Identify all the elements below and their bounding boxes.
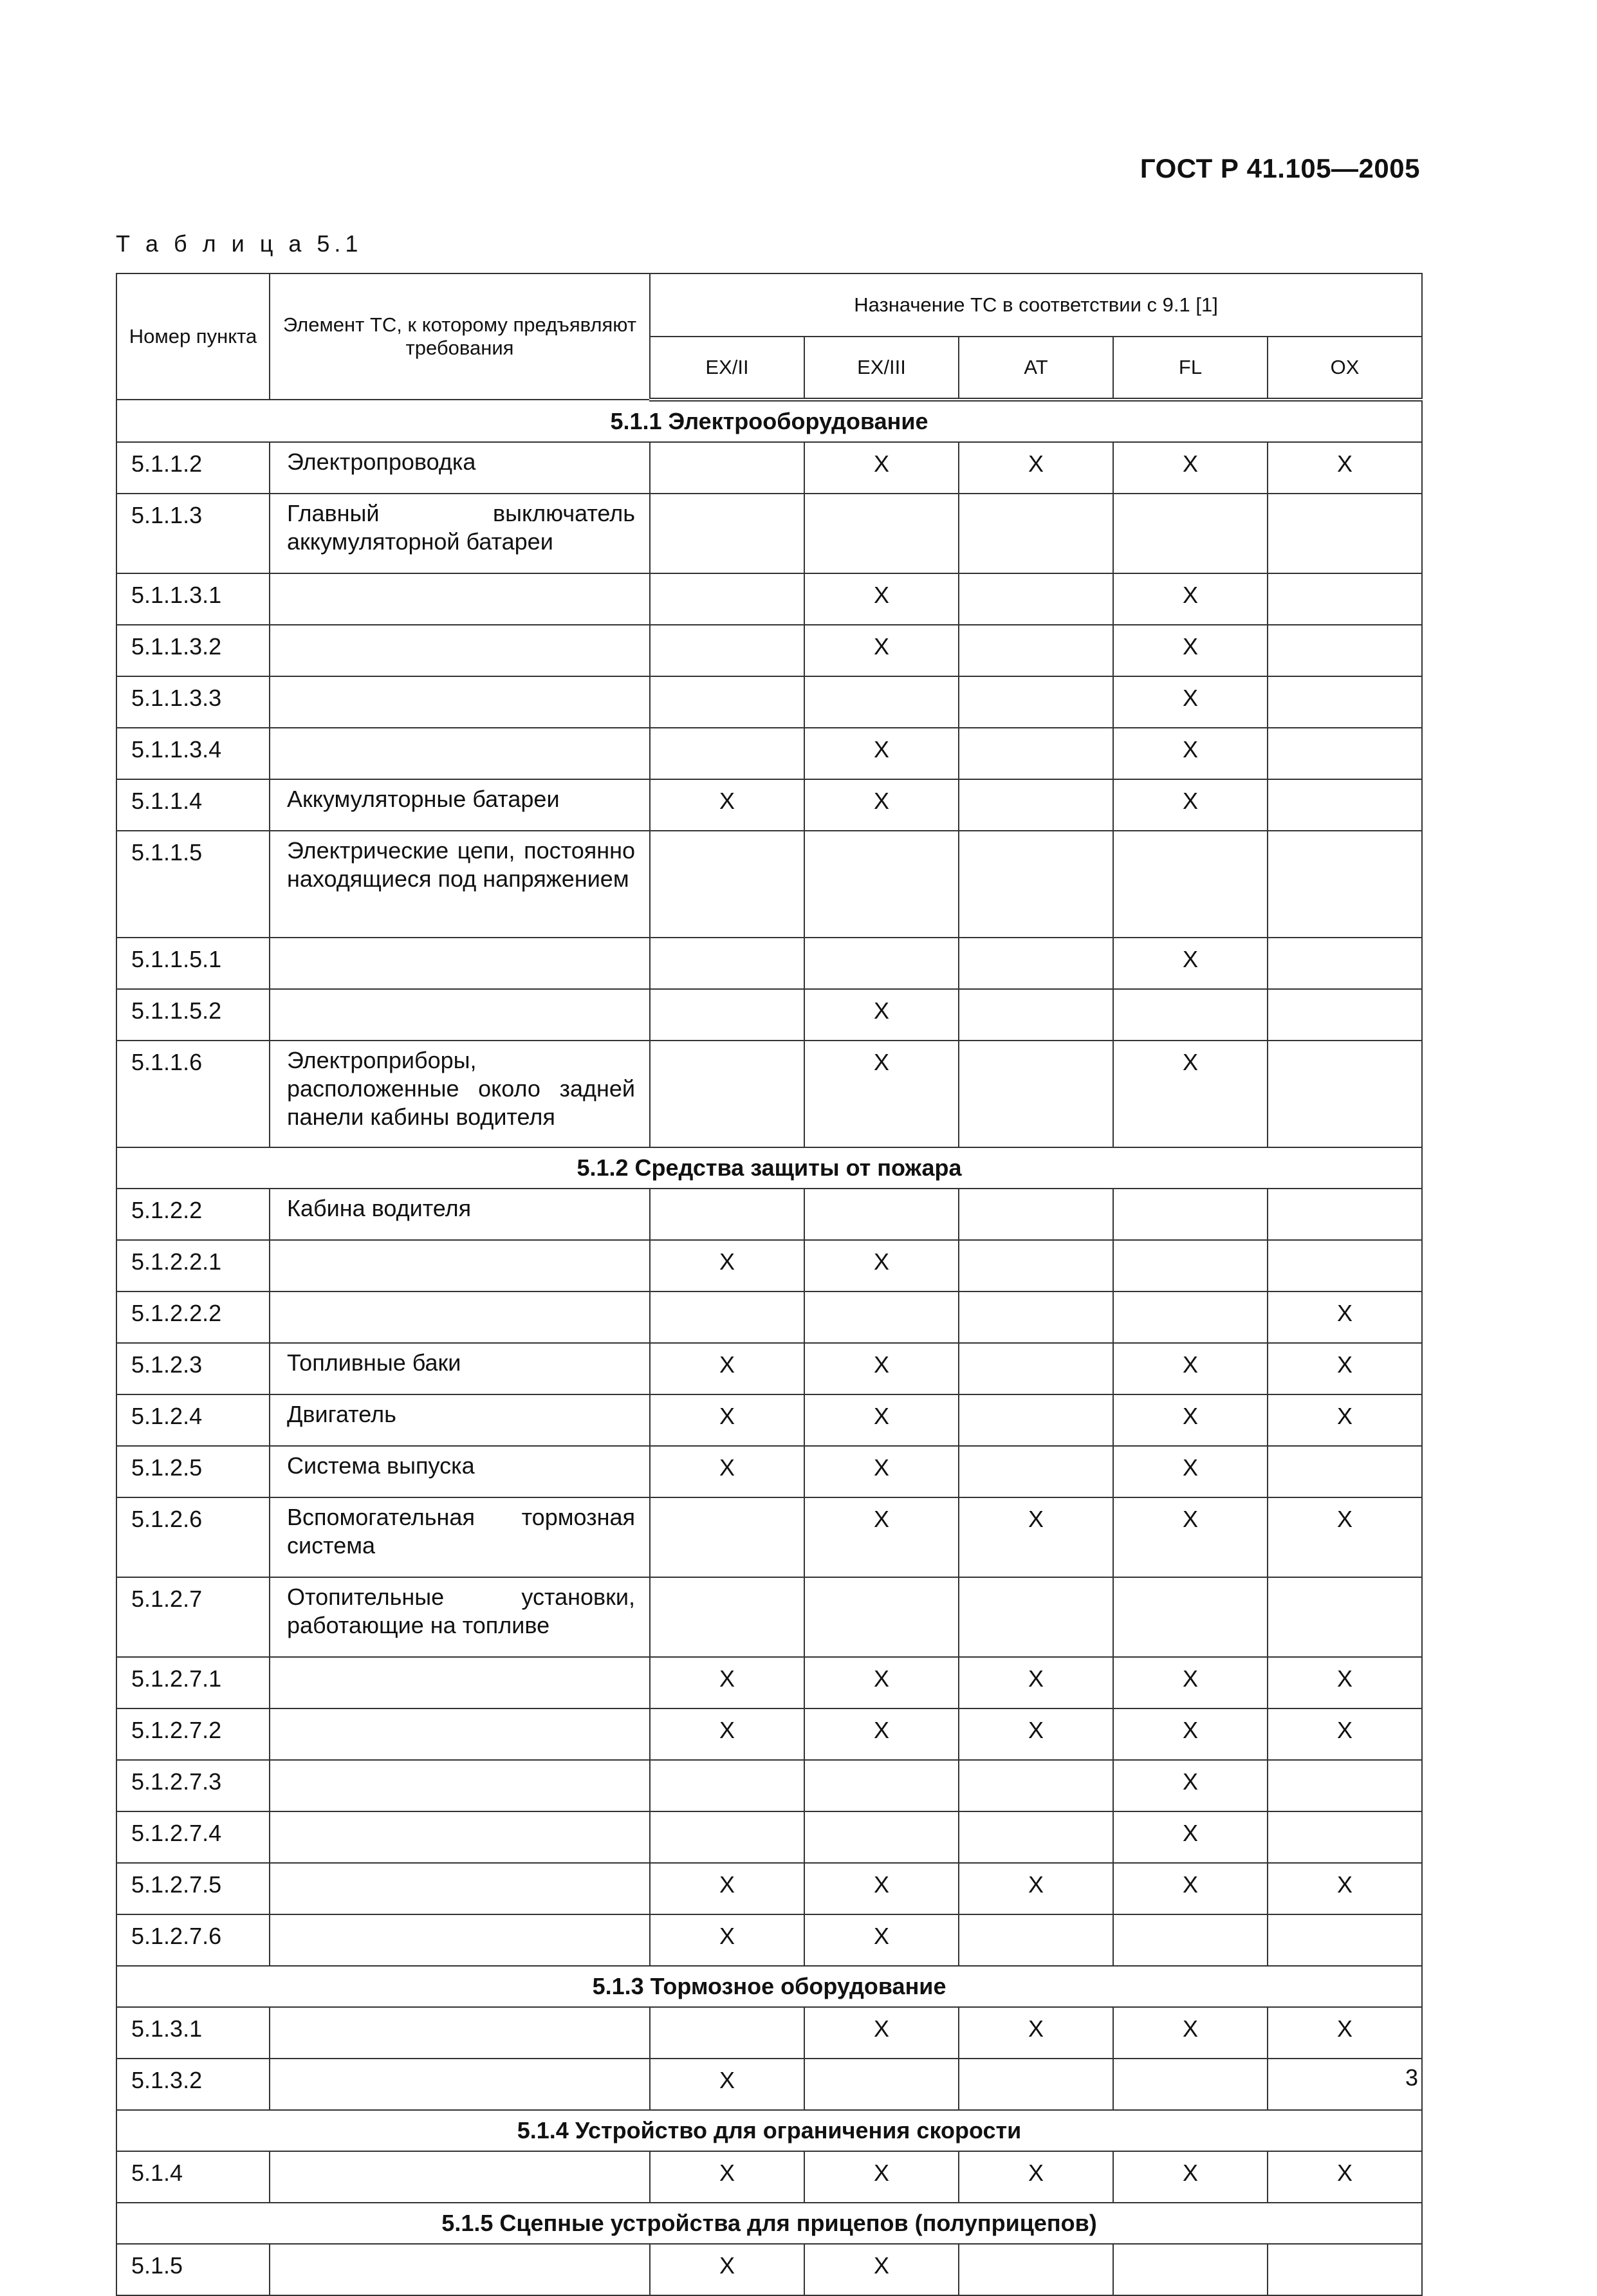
applicability-mark [959, 1760, 1113, 1811]
applicability-mark: X [1268, 1863, 1422, 1914]
applicability-mark [650, 938, 804, 989]
applicability-mark: X [959, 1708, 1113, 1760]
applicability-mark [650, 676, 804, 728]
applicability-mark [650, 1292, 804, 1343]
table-row [116, 442, 1422, 494]
applicability-mark [650, 989, 804, 1041]
applicability-mark [650, 494, 804, 573]
applicability-mark [650, 1760, 804, 1811]
applicability-mark [959, 2244, 1113, 2295]
table-row [116, 938, 1422, 989]
applicability-mark [650, 573, 804, 625]
applicability-mark: X [959, 1657, 1113, 1708]
header-element: Элемент ТС, к которому предъявляют требования [270, 273, 650, 400]
element-name: Электроприборы, расположенные около задней панели кабины водителя [270, 1041, 650, 1147]
item-number: 5.1.1.5.1 [116, 938, 270, 989]
table-row [116, 728, 1422, 779]
applicability-mark: X [1268, 2007, 1422, 2059]
applicability-mark: X [650, 1863, 804, 1914]
applicability-mark: X [804, 1863, 959, 1914]
applicability-mark [1268, 728, 1422, 779]
header-vehicle-designation: Назначение ТС в соответствии с 9.1 [1] [650, 273, 1422, 337]
section-title: 5.1.5 Сцепные устройства для прицепов (полуприцепов) [116, 2203, 1422, 2244]
element-name [270, 2244, 650, 2295]
table-row [116, 989, 1422, 1041]
element-name [270, 573, 650, 625]
applicability-mark [804, 1760, 959, 1811]
page-number: 3 [1405, 2064, 1418, 2091]
applicability-mark: X [1268, 1292, 1422, 1343]
element-name [270, 1657, 650, 1708]
element-name [270, 676, 650, 728]
item-number: 5.1.3.1 [116, 2007, 270, 2059]
applicability-mark [959, 676, 1113, 728]
applicability-mark [1268, 831, 1422, 938]
section-title: 5.1.1 Электрооборудование [116, 400, 1422, 442]
applicability-mark [1113, 2059, 1268, 2110]
applicability-mark: X [1113, 625, 1268, 676]
applicability-mark [1268, 1240, 1422, 1292]
element-name: Отопительные установки, работающие на топливе [270, 1577, 650, 1657]
section-row [116, 400, 1422, 442]
applicability-mark [1268, 1760, 1422, 1811]
applicability-mark: X [804, 1394, 959, 1446]
applicability-mark [959, 2059, 1113, 2110]
applicability-mark: X [1113, 779, 1268, 831]
item-number: 5.1.2.6 [116, 1497, 270, 1577]
applicability-mark [650, 1497, 804, 1577]
item-number: 5.1.1.3.3 [116, 676, 270, 728]
applicability-mark [1268, 573, 1422, 625]
applicability-mark: X [1268, 1343, 1422, 1394]
applicability-mark [804, 1292, 959, 1343]
item-number: 5.1.1.3 [116, 494, 270, 573]
applicability-mark: X [1268, 442, 1422, 494]
applicability-mark: X [1113, 728, 1268, 779]
applicability-mark: X [1113, 1394, 1268, 1446]
applicability-mark [1268, 1577, 1422, 1657]
element-name [270, 2151, 650, 2203]
applicability-mark: X [804, 1041, 959, 1147]
element-name: Кабина водителя [270, 1189, 650, 1240]
element-name [270, 2007, 650, 2059]
section-row [116, 1147, 1422, 1189]
table-row [116, 573, 1422, 625]
applicability-mark: X [1113, 2007, 1268, 2059]
item-number: 5.1.1.3.4 [116, 728, 270, 779]
applicability-mark: X [959, 1863, 1113, 1914]
header-type: EX/II [650, 337, 804, 400]
applicability-mark [959, 573, 1113, 625]
applicability-mark: X [804, 1708, 959, 1760]
table-row [116, 625, 1422, 676]
item-number: 5.1.1.4 [116, 779, 270, 831]
applicability-mark [650, 1811, 804, 1863]
applicability-mark [959, 779, 1113, 831]
element-name [270, 2059, 650, 2110]
applicability-mark: X [1113, 573, 1268, 625]
table-row [116, 1189, 1422, 1240]
applicability-mark: X [1113, 1708, 1268, 1760]
applicability-mark [1113, 1189, 1268, 1240]
table-row [116, 1811, 1422, 1863]
applicability-mark: X [804, 2007, 959, 2059]
table-row [116, 1041, 1422, 1147]
item-number: 5.1.5 [116, 2244, 270, 2295]
section-title: 5.1.3 Тормозное оборудование [116, 1966, 1422, 2007]
section-title: 5.1.2 Средства защиты от пожара [116, 1147, 1422, 1189]
applicability-mark [804, 831, 959, 938]
applicability-mark [1268, 1189, 1422, 1240]
item-number: 5.1.2.4 [116, 1394, 270, 1446]
element-name [270, 1914, 650, 1966]
element-name [270, 989, 650, 1041]
applicability-mark: X [804, 989, 959, 1041]
table-row [116, 1577, 1422, 1657]
applicability-mark: X [1113, 938, 1268, 989]
table-row [116, 2007, 1422, 2059]
applicability-mark: X [804, 1497, 959, 1577]
applicability-mark: X [1113, 1446, 1268, 1497]
element-name [270, 625, 650, 676]
applicability-mark: X [650, 2244, 804, 2295]
applicability-mark: X [650, 1394, 804, 1446]
item-number: 5.1.2.7.1 [116, 1657, 270, 1708]
applicability-mark: X [650, 779, 804, 831]
applicability-mark [959, 1292, 1113, 1343]
header-type: EX/III [804, 337, 959, 400]
applicability-mark [1268, 1811, 1422, 1863]
element-name: Электрические цепи, постоянно находящиеся под напряжением [270, 831, 650, 938]
applicability-mark: X [650, 1343, 804, 1394]
applicability-mark: X [1113, 442, 1268, 494]
applicability-mark [804, 494, 959, 573]
applicability-mark [959, 625, 1113, 676]
applicability-mark [959, 938, 1113, 989]
applicability-mark [650, 2007, 804, 2059]
element-name [270, 728, 650, 779]
applicability-mark: X [1113, 1657, 1268, 1708]
item-number: 5.1.1.3.1 [116, 573, 270, 625]
element-name: Электропроводка [270, 442, 650, 494]
applicability-mark: X [804, 442, 959, 494]
item-number: 5.1.2.5 [116, 1446, 270, 1497]
applicability-mark: X [1113, 1497, 1268, 1577]
section-row [116, 2203, 1422, 2244]
applicability-mark [1268, 625, 1422, 676]
element-name: Топливные баки [270, 1343, 650, 1394]
item-number: 5.1.2.7.3 [116, 1760, 270, 1811]
applicability-mark: X [959, 2151, 1113, 2203]
item-number: 5.1.2.2 [116, 1189, 270, 1240]
table-row [116, 1914, 1422, 1966]
table-row [116, 494, 1422, 573]
applicability-mark: X [650, 1708, 804, 1760]
item-number: 5.1.2.7.5 [116, 1863, 270, 1914]
applicability-mark [650, 625, 804, 676]
table-row [116, 2244, 1422, 2295]
table-title: Т а б л и ц а 5.1 [116, 230, 363, 257]
applicability-mark: X [1268, 1497, 1422, 1577]
applicability-mark: X [1113, 2151, 1268, 2203]
table-row [116, 1240, 1422, 1292]
element-name [270, 1240, 650, 1292]
applicability-mark: X [804, 2244, 959, 2295]
item-number: 5.1.3.2 [116, 2059, 270, 2110]
applicability-mark [1113, 2244, 1268, 2295]
header-type: OX [1268, 337, 1422, 400]
applicability-mark: X [1268, 1657, 1422, 1708]
section-row [116, 1966, 1422, 2007]
applicability-mark [959, 1577, 1113, 1657]
applicability-mark [1268, 494, 1422, 573]
applicability-mark: X [804, 2151, 959, 2203]
item-number: 5.1.2.7 [116, 1577, 270, 1657]
element-name [270, 938, 650, 989]
applicability-mark [650, 1189, 804, 1240]
applicability-mark: X [650, 1914, 804, 1966]
applicability-mark: X [804, 1240, 959, 1292]
applicability-mark [959, 728, 1113, 779]
element-name: Аккумуляторные батареи [270, 779, 650, 831]
applicability-mark [804, 676, 959, 728]
applicability-mark [959, 1394, 1113, 1446]
element-name: Двигатель [270, 1394, 650, 1446]
applicability-mark: X [650, 1657, 804, 1708]
applicability-mark: X [650, 1240, 804, 1292]
item-number: 5.1.2.2.2 [116, 1292, 270, 1343]
applicability-mark [804, 1189, 959, 1240]
applicability-mark [650, 831, 804, 938]
table-row [116, 1863, 1422, 1914]
applicability-mark [959, 1240, 1113, 1292]
applicability-mark [650, 1041, 804, 1147]
applicability-mark: X [1268, 1394, 1422, 1446]
element-name [270, 1811, 650, 1863]
element-name [270, 1760, 650, 1811]
applicability-mark [1268, 938, 1422, 989]
applicability-mark [959, 1914, 1113, 1966]
applicability-mark [959, 1446, 1113, 1497]
applicability-mark: X [804, 1657, 959, 1708]
applicability-mark: X [804, 625, 959, 676]
applicability-mark [804, 1811, 959, 1863]
applicability-mark: X [804, 1343, 959, 1394]
applicability-mark [959, 1343, 1113, 1394]
applicability-mark: X [650, 2059, 804, 2110]
applicability-mark [1113, 989, 1268, 1041]
applicability-mark [1113, 1292, 1268, 1343]
applicability-mark [1113, 494, 1268, 573]
table-row [116, 779, 1422, 831]
item-number: 5.1.1.5 [116, 831, 270, 938]
table-row [116, 1343, 1422, 1394]
applicability-mark: X [804, 573, 959, 625]
applicability-mark: X [804, 779, 959, 831]
item-number: 5.1.1.2 [116, 442, 270, 494]
applicability-mark [1113, 1240, 1268, 1292]
applicability-mark: X [959, 2007, 1113, 2059]
table-row [116, 2059, 1422, 2110]
applicability-mark: X [1113, 1760, 1268, 1811]
element-name [270, 1708, 650, 1760]
header-number: Номер пункта [116, 273, 270, 400]
table-row [116, 676, 1422, 728]
applicability-mark: X [1268, 2151, 1422, 2203]
item-number: 5.1.4 [116, 2151, 270, 2203]
table-row [116, 1760, 1422, 1811]
item-number: 5.1.2.7.2 [116, 1708, 270, 1760]
applicability-mark [650, 442, 804, 494]
applicability-mark [1268, 676, 1422, 728]
table-row [116, 2151, 1422, 2203]
applicability-mark [1113, 831, 1268, 938]
item-number: 5.1.2.3 [116, 1343, 270, 1394]
applicability-mark [1268, 989, 1422, 1041]
element-name [270, 1292, 650, 1343]
table-row [116, 1708, 1422, 1760]
applicability-mark: X [804, 728, 959, 779]
header-type: FL [1113, 337, 1268, 400]
applicability-mark: X [1113, 1863, 1268, 1914]
table-row [116, 1657, 1422, 1708]
applicability-mark [959, 494, 1113, 573]
applicability-mark [1268, 2244, 1422, 2295]
applicability-mark: X [959, 1497, 1113, 1577]
applicability-mark [1268, 1914, 1422, 1966]
applicability-mark [959, 989, 1113, 1041]
item-number: 5.1.1.3.2 [116, 625, 270, 676]
item-number: 5.1.2.7.6 [116, 1914, 270, 1966]
applicability-mark [1268, 1446, 1422, 1497]
applicability-mark [650, 728, 804, 779]
applicability-mark: X [959, 442, 1113, 494]
applicability-mark [804, 1577, 959, 1657]
applicability-mark [959, 1189, 1113, 1240]
header-type: AT [959, 337, 1113, 400]
item-number: 5.1.2.7.4 [116, 1811, 270, 1863]
applicability-mark [959, 831, 1113, 938]
applicability-mark [1268, 2059, 1422, 2110]
applicability-mark [959, 1811, 1113, 1863]
applicability-mark: X [804, 1446, 959, 1497]
applicability-mark: X [1113, 676, 1268, 728]
applicability-mark: X [1113, 1041, 1268, 1147]
table-row [116, 1292, 1422, 1343]
item-number: 5.1.1.6 [116, 1041, 270, 1147]
applicability-mark [1268, 779, 1422, 831]
element-name [270, 1863, 650, 1914]
element-name: Главный выключатель аккумуляторной батареи [270, 494, 650, 573]
table-body [116, 400, 1422, 2295]
applicability-mark [959, 1041, 1113, 1147]
document-code: ГОСТ Р 41.105—2005 [1140, 153, 1420, 183]
applicability-mark [1113, 1914, 1268, 1966]
applicability-mark: X [1113, 1343, 1268, 1394]
applicability-mark: X [804, 1914, 959, 1966]
table-row [116, 1497, 1422, 1577]
applicability-mark: X [1268, 1708, 1422, 1760]
item-number: 5.1.2.2.1 [116, 1240, 270, 1292]
requirements-table [116, 273, 1423, 2296]
element-name: Система выпуска [270, 1446, 650, 1497]
item-number: 5.1.1.5.2 [116, 989, 270, 1041]
applicability-mark [1268, 1041, 1422, 1147]
applicability-mark [804, 2059, 959, 2110]
section-title: 5.1.4 Устройство для ограничения скорости [116, 2110, 1422, 2151]
table-row [116, 1394, 1422, 1446]
element-name: Вспомогательная тормозная система [270, 1497, 650, 1577]
table-row [116, 831, 1422, 938]
table-row [116, 1446, 1422, 1497]
section-row [116, 2110, 1422, 2151]
applicability-mark: X [650, 1446, 804, 1497]
applicability-mark: X [650, 2151, 804, 2203]
applicability-mark: X [1113, 1811, 1268, 1863]
applicability-mark [804, 938, 959, 989]
applicability-mark [1113, 1577, 1268, 1657]
applicability-mark [650, 1577, 804, 1657]
